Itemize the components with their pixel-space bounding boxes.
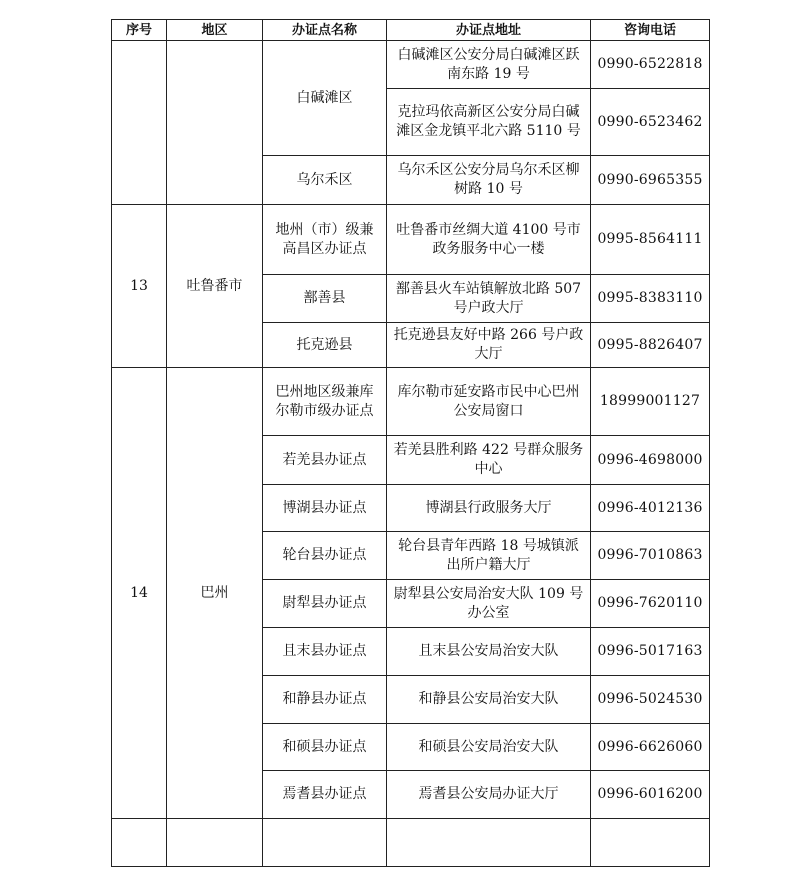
- phone-cell: 0996-6016200: [591, 771, 710, 819]
- group-no-cell: 14: [112, 368, 167, 819]
- phone-cell: 0990-6523462: [591, 89, 710, 156]
- table-row: [112, 205, 710, 275]
- header-address: 办证点地址: [387, 20, 591, 41]
- group-region-cell: 巴州: [167, 368, 263, 819]
- address-cell: 库尔勒市延安路市民中心巴州公安局窗口: [387, 368, 591, 436]
- empty-cell: [591, 819, 710, 867]
- address-cell: 克拉玛依高新区公安分局白碱滩区金龙镇平北六路 5110 号: [387, 89, 591, 156]
- office-name-cell: 和硕县办证点: [263, 724, 387, 771]
- phone-cell: 0995-8826407: [591, 323, 710, 368]
- address-cell: 白碱滩区公安分局白碱滩区跃南东路 19 号: [387, 41, 591, 89]
- phone-cell: 0990-6522818: [591, 41, 710, 89]
- address-cell: 吐鲁番市丝绸大道 4100 号市政务服务中心一楼: [387, 205, 591, 275]
- phone-cell: 0996-5024530: [591, 676, 710, 724]
- address-cell: 尉犁县公安局治安大队 109 号办公室: [387, 580, 591, 628]
- group-no-cell: 13: [112, 205, 167, 368]
- phone-cell: 0996-7010863: [591, 532, 710, 580]
- address-cell: 博湖县行政服务大厅: [387, 485, 591, 532]
- office-name-cell: 尉犁县办证点: [263, 580, 387, 628]
- phone-cell: 0990-6965355: [591, 156, 710, 205]
- group-region-cell: [167, 41, 263, 205]
- office-name-cell: 博湖县办证点: [263, 485, 387, 532]
- address-cell: 乌尔禾区公安分局乌尔禾区柳树路 10 号: [387, 156, 591, 205]
- table-row: [112, 41, 710, 89]
- address-cell: 若羌县胜利路 422 号群众服务中心: [387, 436, 591, 485]
- office-name-cell: 白碱滩区: [263, 41, 387, 156]
- office-name-cell: 焉耆县办证点: [263, 771, 387, 819]
- office-name-cell: 若羌县办证点: [263, 436, 387, 485]
- header-office: 办证点名称: [263, 20, 387, 41]
- phone-cell: 0996-4012136: [591, 485, 710, 532]
- phone-cell: 0996-4698000: [591, 436, 710, 485]
- table-row: [112, 368, 710, 436]
- phone-cell: 0996-6626060: [591, 724, 710, 771]
- office-name-cell: 乌尔禾区: [263, 156, 387, 205]
- address-cell: 和静县公安局治安大队: [387, 676, 591, 724]
- phone-cell: 0996-5017163: [591, 628, 710, 676]
- phone-cell: 0996-7620110: [591, 580, 710, 628]
- group-region-cell: 吐鲁番市: [167, 205, 263, 368]
- address-cell: 和硕县公安局治安大队: [387, 724, 591, 771]
- address-cell: 托克逊县友好中路 266 号户政大厅: [387, 323, 591, 368]
- phone-cell: 0995-8564111: [591, 205, 710, 275]
- empty-row: [112, 819, 710, 867]
- header-region: 地区: [167, 20, 263, 41]
- address-cell: 轮台县青年西路 18 号城镇派出所户籍大厅: [387, 532, 591, 580]
- group-no-cell: [112, 41, 167, 205]
- header-row: [112, 20, 710, 41]
- office-name-cell: 地州（市）级兼高昌区办证点: [263, 205, 387, 275]
- office-name-cell: 且末县办证点: [263, 628, 387, 676]
- office-name-cell: 巴州地区级兼库尔勒市级办证点: [263, 368, 387, 436]
- empty-cell: [167, 819, 263, 867]
- empty-cell: [263, 819, 387, 867]
- office-name-cell: 鄯善县: [263, 275, 387, 323]
- phone-cell: 0995-8383110: [591, 275, 710, 323]
- address-cell: 鄯善县火车站镇解放北路 507 号户政大厅: [387, 275, 591, 323]
- office-name-cell: 托克逊县: [263, 323, 387, 368]
- empty-cell: [112, 819, 167, 867]
- empty-cell: [387, 819, 591, 867]
- phone-cell: 18999001127: [591, 368, 710, 436]
- address-cell: 且末县公安局治安大队: [387, 628, 591, 676]
- header-no: 序号: [112, 20, 167, 41]
- office-table: [111, 19, 710, 867]
- address-cell: 焉耆县公安局办证大厅: [387, 771, 591, 819]
- header-phone: 咨询电话: [591, 20, 710, 41]
- office-name-cell: 轮台县办证点: [263, 532, 387, 580]
- office-name-cell: 和静县办证点: [263, 676, 387, 724]
